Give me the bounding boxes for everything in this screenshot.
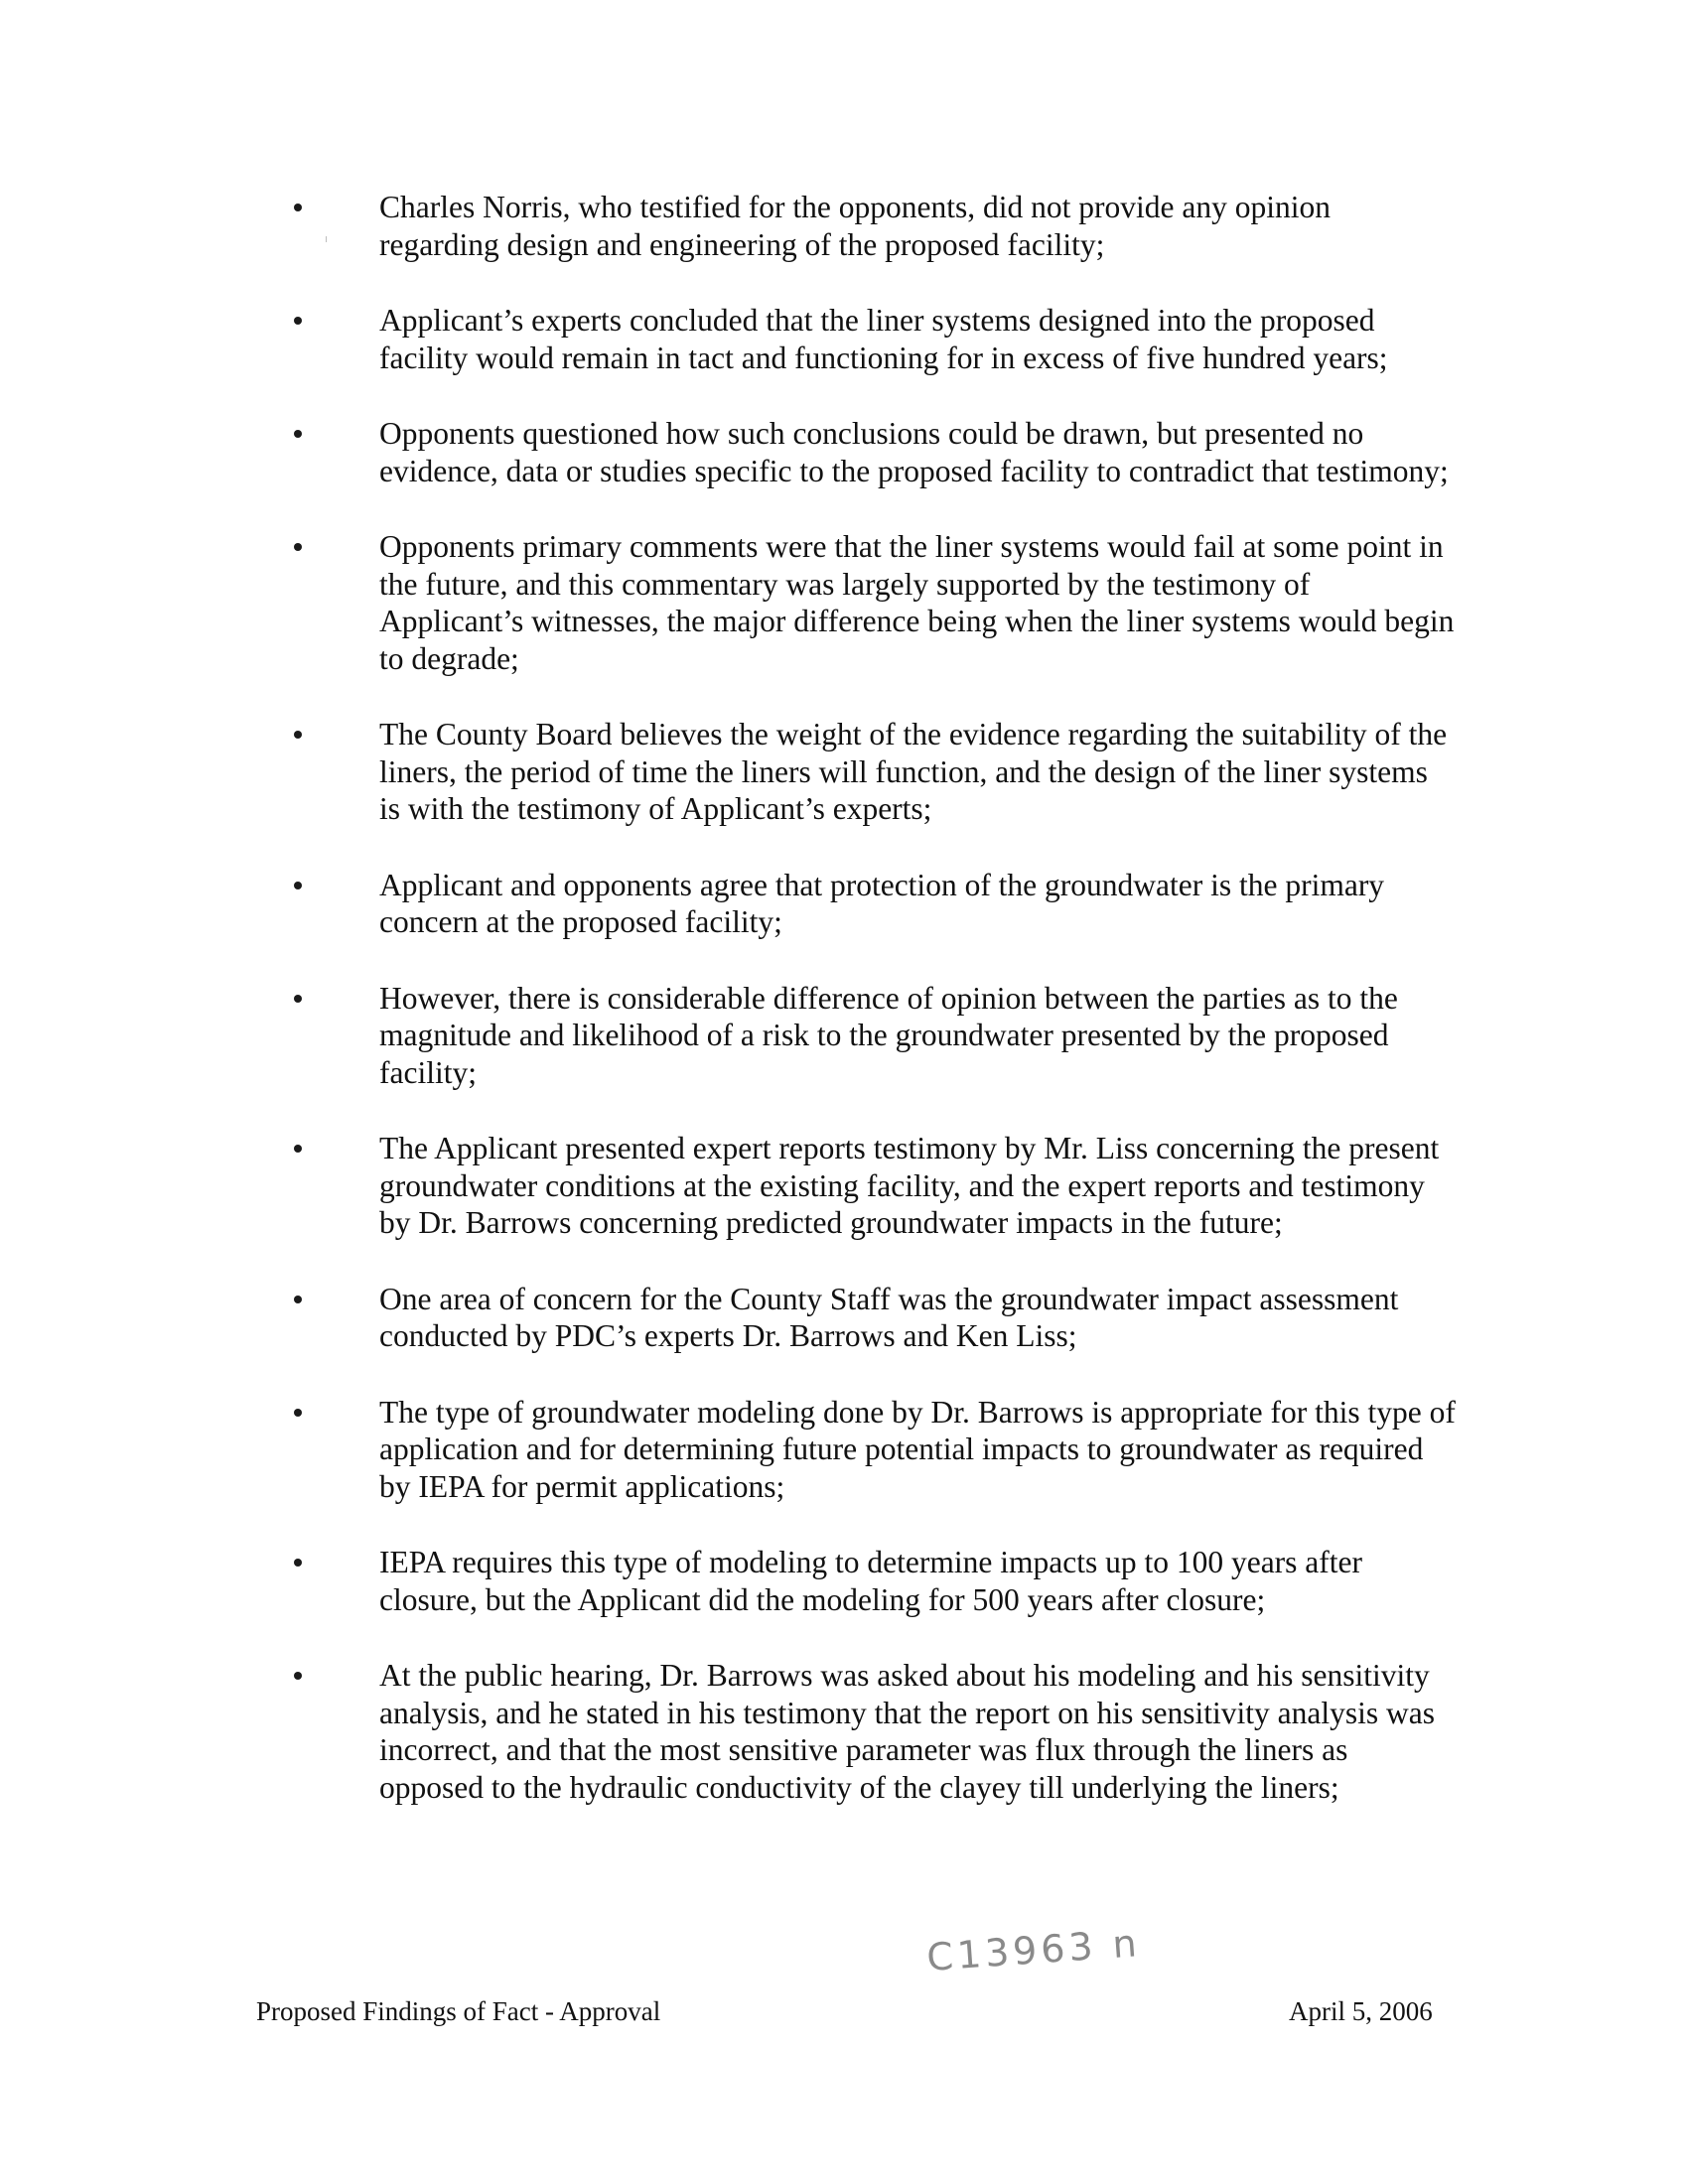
bullet-icon xyxy=(294,731,302,739)
list-item xyxy=(284,302,1456,376)
list-item xyxy=(284,1544,1456,1618)
bullet-icon xyxy=(294,543,302,551)
list-item xyxy=(284,980,1456,1092)
bullet-icon xyxy=(294,1559,302,1567)
list-item xyxy=(284,1281,1456,1355)
bullet-icon xyxy=(294,995,302,1003)
bullet-icon xyxy=(294,1296,302,1303)
footer-document-title: Proposed Findings of Fact - Approval xyxy=(256,1996,661,2026)
list-item xyxy=(284,189,1456,263)
finding-text: Charles Norris, who testified for the opponents, did not provide any opinion regarding design and engineering of the proposed facility; xyxy=(379,190,1331,262)
bullet-icon xyxy=(294,430,302,438)
finding-text: The type of groundwater modeling done by Dr. Barrows is appropriate for this type of application and for determining future potential impacts to groundwater as required by IEPA for permit applications; xyxy=(379,1394,1456,1504)
findings-list xyxy=(284,189,1456,1844)
list-item xyxy=(284,1130,1456,1242)
list-item xyxy=(284,415,1456,489)
bullet-icon xyxy=(294,204,302,211)
finding-text: The County Board believes the weight of the evidence regarding the suitability of the liners, the period of time the liners will function, and the design of the liner systems is with the testimony of Applicant’s experts; xyxy=(379,717,1448,826)
list-item xyxy=(284,528,1456,677)
finding-text: Applicant and opponents agree that protection of the groundwater is the primary concern at the proposed facility; xyxy=(379,867,1385,939)
bullet-icon xyxy=(294,1672,302,1680)
list-item xyxy=(284,716,1456,828)
list-item xyxy=(284,867,1456,941)
bullet-icon xyxy=(294,1409,302,1417)
footer-date: April 5, 2006 xyxy=(1289,1996,1433,2026)
finding-text: However, there is considerable difference of opinion between the parties as to the magnitude and likelihood of a risk to the groundwater presented by the proposed facility; xyxy=(379,980,1398,1090)
bates-stamp: C13963 n xyxy=(924,1921,1143,1979)
bullet-icon xyxy=(294,1145,302,1153)
finding-text: Applicant’s experts concluded that the liner systems designed into the proposed facility would remain in tact and functioning for in excess of five hundred years; xyxy=(379,303,1388,375)
finding-text: IEPA requires this type of modeling to determine impacts up to 100 years after closure, but the Applicant did the modeling for 500 years after closure; xyxy=(379,1545,1362,1617)
finding-text: Opponents primary comments were that the liner systems would fail at some point in the future, and this commentary was largely supported by the testimony of Applicant’s witnesses, the major difference being when the liner systems would begin to degrade; xyxy=(379,529,1455,676)
finding-text: At the public hearing, Dr. Barrows was asked about his modeling and his sensitivity analysis, and he stated in his testimony that the report on his sensitivity analysis was incorrect, and that the most sensitive parameter was flux through the liners as opposed to the hydraulic conductivity of the clayey till underlying the liners; xyxy=(379,1658,1435,1805)
list-item xyxy=(284,1394,1456,1506)
bullet-icon xyxy=(294,882,302,889)
list-item xyxy=(284,1657,1456,1806)
bullet-icon xyxy=(294,317,302,325)
finding-text: One area of concern for the County Staff was the groundwater impact assessment conducted by PDC’s experts Dr. Barrows and Ken Liss; xyxy=(379,1281,1399,1353)
finding-text: The Applicant presented expert reports testimony by Mr. Liss concerning the present groundwater conditions at the existing facility, and the expert reports and testimony by Dr. Barrows concerning predicted groundwater impacts in the future; xyxy=(379,1131,1440,1240)
finding-text: Opponents questioned how such conclusions could be drawn, but presented no evidence, data or studies specific to the proposed facility to contradict that testimony; xyxy=(379,416,1449,488)
